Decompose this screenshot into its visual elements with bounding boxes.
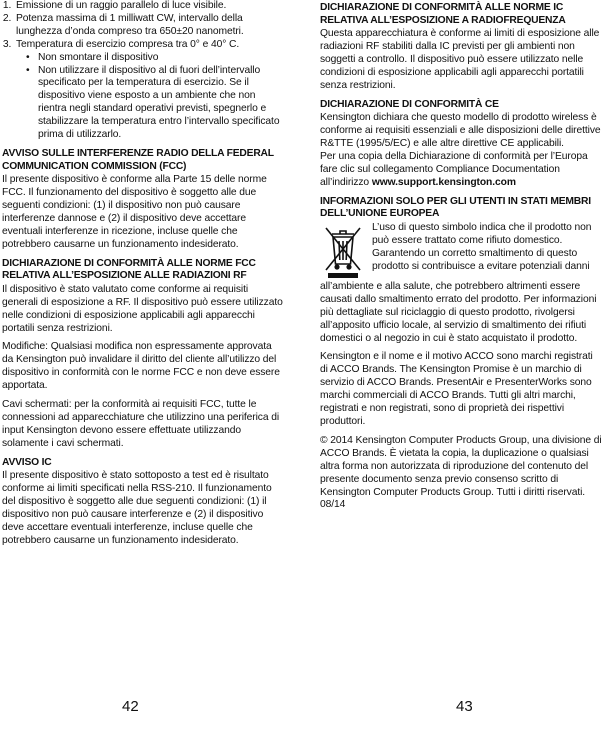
warning-bullet-1: • Non smontare il dispositivo xyxy=(30,52,284,65)
ce-text-2 xyxy=(320,151,602,190)
laser-spec-item-1: 1. Emissione di un raggio parallelo di luce visibile. xyxy=(14,0,284,13)
left-column xyxy=(2,0,284,554)
laser-spec-item-3 xyxy=(14,39,284,142)
copyright-text: © 2014 Kensington Computer Products Group, una divisione di ACCO Brands. È vietata la copia, la duplicazione o qualsiasi altra forma non autorizzata di riproduzione del contenuto del presente documento senza previo consenso scritto di Kensington Computer Products Group. Tutti i diritti riservati. 08/14 xyxy=(320,434,602,511)
ce-heading: DICHIARAZIONE DI CONFORMITÀ CE xyxy=(320,98,499,110)
weee-notice xyxy=(320,222,602,281)
support-url-link[interactable]: www.support.kensington.com xyxy=(371,176,516,188)
page-number-left: 42 xyxy=(122,698,139,715)
crossed-out-wheelie-bin-icon xyxy=(320,222,366,280)
ic-heading: AVVISO IC xyxy=(2,456,52,468)
laser-spec-item-3-text: Temperatura di esercizio compresa tra 0° e 40° C. xyxy=(16,38,240,50)
fcc-rf-text-1: Il dispositivo è stato valutato come conforme ai requisiti generali di esposizione a RF. Il dispositivo può essere utilizzato nelle condizioni di esposizione applicabili agli apparecchi portatili senza restrizioni. xyxy=(2,283,283,334)
ic-text: Il presente dispositivo è stato sottoposto a test ed è risultato conforme ai limiti specificati nella RSS-210. Il funzionamento del dispositivo è soggetto alle due seguenti condizioni: (1) il dispositivo non può causare interferenze e (2) il dispositivo deve accettare eventuali interferenze, incluse quelle che potrebbero causarne un funzionamento indesiderato. xyxy=(2,470,272,546)
fcc-text: Il presente dispositivo è conforme alla Parte 15 delle norme FCC. Il funzionamento del dispositivo è soggetto alle due seguenti condizioni: (1) il dispositivo non può causare interferenze dannose e (2) il dispositivo deve accettare eventuali interferenze in ricezione, incluse quelle che potrebbero causarne un funzionamento indesiderato. xyxy=(2,174,267,250)
warning-bullet-2: • Non utilizzare il dispositivo al di fuori dell’intervallo specificato per la temperatura di esercizio. Se il dispositivo viene esposto a un ambiente che non rientra negli standard operativi previsti, spegnerlo e stabilizzare la temperatura entro l’intervallo specificato prima di utilizzarlo. xyxy=(30,65,284,142)
eu-heading: INFORMAZIONI SOLO PER GLI UTENTI IN STATI MEMBRI DELL’UNIONE EUROPEA xyxy=(320,195,591,220)
warning-bullet-list xyxy=(16,52,284,142)
fcc-heading: AVVISO SULLE INTERFERENZE RADIO DELLA FEDERAL COMMUNICATION COMMISSION (FCC) xyxy=(2,147,274,172)
laser-spec-item-2: 2. Potenza massima di 1 milliwatt CW, intervallo della lunghezza d’onda compreso tra 650±20 nanometri. xyxy=(14,13,284,39)
weee-text-a: L’uso di questo simbolo indica che il prodotto non può essere trattato come rifiuto domestico. Garantendo un corretto smaltimento di questo prodotto si contribuisce a evitare potenziali danni xyxy=(372,221,592,272)
ce-text-1: Kensington dichiara che questo modello di prodotto wireless è conforme ai requisiti essenziali e alle disposizioni delle direttive R&TTE (1995/5/EC) e alle altre direttive CE applicabili. xyxy=(320,112,601,150)
ic-rf-heading: DICHIARAZIONE DI CONFORMITÀ ALLE NORME IC RELATIVA ALL’ESPOSIZIONE A RADIOFREQUENZA xyxy=(320,2,566,26)
fcc-rf-text-3: Cavi schermati: per la conformità ai requisiti FCC, tutte le connessioni ad apparecchiature che utilizzino una periferica di input Kensington devono essere effettuate utilizzando solamente i cavi schermati. xyxy=(2,399,280,449)
page-number-right: 43 xyxy=(456,698,473,715)
fcc-rf-heading: DICHIARAZIONE DI CONFORMITÀ ALLE NORME FCC RELATIVA ALL’ESPOSIZIONE ALLE RADIAZIONI RF xyxy=(2,257,256,282)
right-column xyxy=(320,0,602,518)
trademark-text: Kensington e il nome e il motivo ACCO sono marchi registrati di ACCO Brands. The Kensington Promise è un marchio di servizio di ACCO Brands. PresentAir e PresenterWorks sono marchi commerciali di ACCO Brands. Tutti gli altri marchi, registrati e non registrati, sono di proprietà dei rispettivi produttori. xyxy=(320,351,593,427)
ic-rf-text: Questa apparecchiatura è conforme ai limiti di esposizione alle radiazioni RF stabiliti dalla IC previsti per gli ambienti non soggetti a controllo. Il dispositivo può essere utilizzato nelle condizioni di esposizione applicabili agli apparecchi portatili senza restrizioni. xyxy=(320,28,600,91)
laser-spec-list xyxy=(2,0,284,142)
fcc-rf-text-2: Modifiche: Qualsiasi modifica non espressamente approvata da Kensington può invalidare il diritto del cliente all’utilizzo del dispositivo in conformità con le norme FCC e non deve essere apportata. xyxy=(2,341,280,392)
ce-text-2-body: Per una copia della Dichiarazione di conformità per l’Europa fare clic sul collegamento Compliance Documentation all’indirizzo xyxy=(320,151,588,188)
weee-text-b: all’ambiente e alla salute, che potrebbero altrimenti essere causati dallo smaltimento errato del prodotto. Per informazioni più dettagliate sul riciclaggio di questo prodotto, rivolgersi all’apposito ufficio locale, al servizio di smaltimento dei rifiuti domestici o al negozio in cui è stato acquistato il prodotto. xyxy=(320,280,597,344)
